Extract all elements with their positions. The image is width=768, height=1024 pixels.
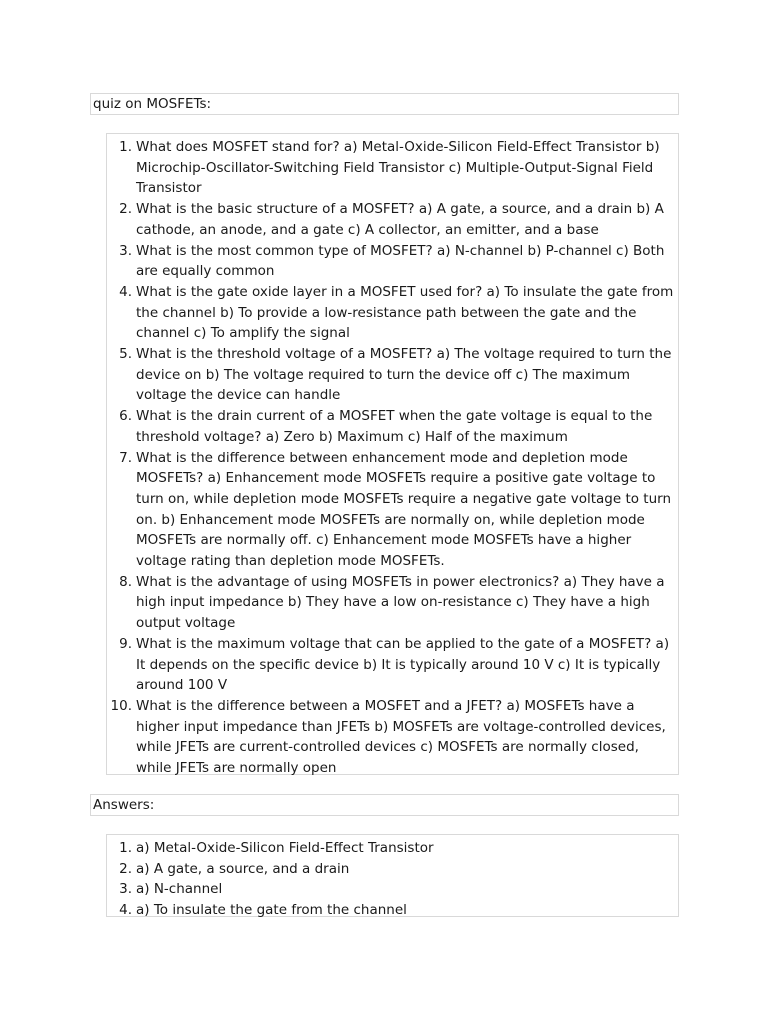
question-text: What is the drain current of a MOSFET when the gate voltage is equal to the threshold voltage? a) Zero b) Maximum c) Half of the maximum — [136, 408, 653, 445]
question-text: What is the difference between a MOSFET and a JFET? a) MOSFETs have a higher input impedance than JFETs b) MOSFETs are voltage-controlled devices, while JFETs are current-controlled devices c) MOSFETs are normally closed, while JFETs are normally open — [136, 697, 666, 777]
question-item — [107, 634, 676, 696]
question-item — [107, 448, 676, 572]
question-number: 9. — [119, 635, 132, 652]
answer-item — [107, 900, 676, 921]
question-item — [107, 282, 676, 344]
question-text: What is the maximum voltage that can be applied to the gate of a MOSFET? a) It depends on the specific device b) It is typically around 10 V c) It is typically around 100 V — [136, 635, 670, 694]
quiz-heading-box — [90, 93, 679, 115]
answer-text: a) A gate, a source, and a drain — [136, 860, 350, 877]
answers-list — [107, 838, 676, 921]
question-number: 6. — [119, 408, 132, 425]
answer-item — [107, 859, 676, 880]
question-item — [107, 199, 676, 240]
answer-item — [107, 879, 676, 900]
question-number: 2. — [119, 201, 132, 218]
question-item — [107, 696, 676, 779]
answers-heading-box — [90, 794, 679, 816]
answers-heading: Answers: — [93, 797, 155, 813]
answer-text: a) N-channel — [136, 881, 223, 898]
question-item — [107, 241, 676, 282]
questions-list — [107, 137, 676, 779]
question-item — [107, 406, 676, 447]
question-text: What is the advantage of using MOSFETs in power electronics? a) They have a high input impedance b) They have a low on-resistance c) They have a high output voltage — [136, 573, 665, 632]
question-number: 7. — [119, 449, 132, 466]
question-text: What is the threshold voltage of a MOSFET? a) The voltage required to turn the device on b) The voltage required to turn the device off c) The maximum voltage the device can handle — [136, 346, 672, 404]
answer-number: 3. — [119, 881, 132, 898]
question-item — [107, 344, 676, 406]
question-number: 4. — [119, 283, 132, 300]
answer-text: a) To insulate the gate from the channel — [136, 902, 407, 919]
answer-number: 1. — [119, 840, 132, 856]
question-number: 8. — [119, 573, 132, 590]
question-number: 3. — [119, 242, 132, 259]
question-number: 1. — [119, 139, 132, 155]
answer-number: 2. — [119, 860, 132, 877]
question-number: 5. — [119, 346, 132, 363]
question-item — [107, 137, 676, 199]
questions-box — [106, 133, 679, 775]
question-text: What is the difference between enhancement mode and depletion mode MOSFETs? a) Enhancement mode MOSFETs require a positive gate voltage to turn on, while depletion mode MOSFETs require a negative gate voltage to turn on. b) Enhancement mode MOSFETs are normally on, while depletion mode MOSFETs are normally off. c) Enhancement mode MOSFETs have a higher voltage rating than depletion mode MOSFETs. — [136, 449, 672, 570]
question-number: 10. — [110, 697, 132, 714]
answer-item — [107, 838, 676, 859]
question-text: What is the gate oxide layer in a MOSFET used for? a) To insulate the gate from the channel b) To provide a low-resistance path between the gate and the channel c) To amplify the signal — [136, 283, 674, 342]
question-text: What does MOSFET stand for? a) Metal-Oxide-Silicon Field-Effect Transistor b) Microchip-Oscillator-Switching Field Transistor c) Multiple-Output-Signal Field Transistor — [136, 139, 660, 197]
answer-number: 4. — [119, 902, 132, 919]
question-text: What is the most common type of MOSFET? a) N-channel b) P-channel c) Both are equally common — [136, 242, 665, 280]
question-item — [107, 572, 676, 634]
quiz-heading: quiz on MOSFETs: — [93, 96, 212, 112]
answer-text: a) Metal-Oxide-Silicon Field-Effect Transistor — [136, 840, 434, 856]
question-text: What is the basic structure of a MOSFET? a) A gate, a source, and a drain b) A cathode, an anode, and a gate c) A collector, an emitter, and a base — [136, 201, 664, 238]
answers-box — [106, 834, 679, 917]
